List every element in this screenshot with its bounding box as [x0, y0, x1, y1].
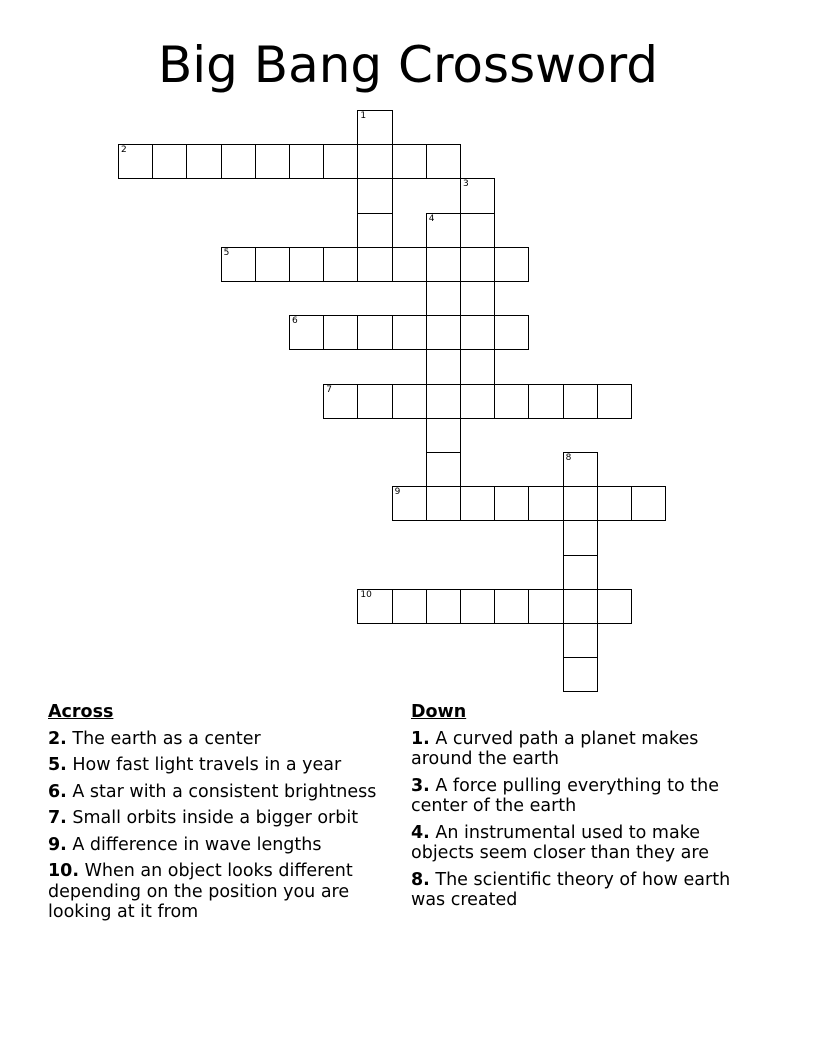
grid-cell[interactable] [597, 384, 632, 419]
grid-cell[interactable] [426, 384, 461, 419]
across-heading: Across [48, 702, 114, 722]
clue-text: A difference in wave lengths [66, 834, 322, 855]
grid-cell[interactable] [357, 315, 392, 350]
grid-cell[interactable] [289, 247, 324, 282]
clue-number-label: 10 [360, 589, 372, 600]
grid-cell[interactable] [426, 144, 461, 179]
grid-cell[interactable] [460, 315, 495, 350]
grid-cell[interactable] [563, 520, 598, 555]
grid-cell[interactable] [563, 623, 598, 658]
grid-cell[interactable] [563, 657, 598, 692]
grid-cell[interactable] [255, 247, 290, 282]
clue-number: 3. [411, 775, 430, 796]
page-title: Big Bang Crossword [157, 36, 659, 94]
grid-cell[interactable] [460, 589, 495, 624]
down-clue [411, 823, 756, 864]
clue-text: The scientific theory of how earth was created [411, 869, 731, 910]
grid-cell[interactable] [597, 589, 632, 624]
across-clue [48, 755, 393, 776]
down-clue [411, 729, 756, 770]
grid-cell[interactable] [221, 247, 256, 282]
grid-cell[interactable] [323, 315, 358, 350]
grid-cell[interactable] [426, 315, 461, 350]
grid-cell[interactable] [460, 486, 495, 521]
grid-cell[interactable] [392, 486, 427, 521]
grid-cell[interactable] [426, 486, 461, 521]
across-clues [48, 702, 393, 929]
grid-cell[interactable] [357, 247, 392, 282]
clue-text: Small orbits inside a bigger orbit [66, 808, 359, 828]
down-clues [411, 702, 756, 917]
grid-cell[interactable] [460, 349, 495, 384]
grid-cell[interactable] [323, 144, 358, 179]
grid-cell[interactable] [460, 384, 495, 419]
grid-cell[interactable] [289, 315, 324, 350]
clue-text: A curved path a planet makes around the earth [411, 728, 699, 769]
clue-number-label: 3 [463, 179, 469, 190]
clue-number-label: 2 [121, 145, 127, 156]
clue-number-label: 1 [360, 111, 367, 121]
across-clue [48, 729, 393, 750]
grid-cell[interactable] [494, 384, 529, 419]
clue-number-label: 9 [394, 487, 401, 498]
across-clue [48, 835, 393, 856]
grid-cell[interactable] [426, 213, 461, 248]
grid-cell[interactable] [323, 384, 358, 419]
grid-cell[interactable] [255, 144, 290, 179]
clue-number-label: 5 [223, 247, 230, 258]
grid-cell[interactable] [460, 178, 495, 213]
grid-cell[interactable] [357, 213, 392, 248]
down-clue [411, 776, 756, 817]
grid-cell[interactable] [392, 589, 427, 624]
grid-cell[interactable] [563, 486, 598, 521]
grid-cell[interactable] [494, 589, 529, 624]
grid-cell[interactable] [494, 315, 529, 350]
across-clue [48, 808, 393, 829]
grid-cell[interactable] [460, 213, 495, 248]
clue-number: 5. [48, 755, 67, 775]
grid-cell[interactable] [528, 384, 563, 419]
grid-cell[interactable] [323, 247, 358, 282]
across-clue [48, 861, 393, 923]
grid-cell[interactable] [563, 452, 598, 487]
grid-cell[interactable] [357, 178, 392, 213]
clue-number: 2. [48, 728, 67, 749]
grid-cell[interactable] [186, 144, 221, 179]
grid-cell[interactable] [528, 486, 563, 521]
grid-cell[interactable] [426, 452, 461, 487]
clue-text: The earth as a center [66, 728, 261, 749]
grid-cell[interactable] [494, 486, 529, 521]
across-clue [48, 782, 393, 803]
grid-cell[interactable] [460, 247, 495, 282]
grid-cell[interactable] [357, 110, 392, 145]
clue-number: 8. [411, 869, 430, 890]
grid-cell[interactable] [563, 589, 598, 624]
clue-text: A star with a consistent brightness [66, 781, 377, 802]
grid-cell[interactable] [528, 589, 563, 624]
grid-cell[interactable] [494, 247, 529, 282]
grid-cell[interactable] [357, 589, 392, 624]
grid-cell[interactable] [460, 281, 495, 316]
grid-cell[interactable] [392, 384, 427, 419]
down-clue [411, 870, 756, 911]
grid-cell[interactable] [563, 384, 598, 419]
grid-cell[interactable] [426, 247, 461, 282]
clue-number: 1. [411, 728, 430, 749]
down-heading: Down [411, 702, 467, 722]
grid-cell[interactable] [563, 555, 598, 590]
grid-cell[interactable] [631, 486, 666, 521]
grid-cell[interactable] [221, 144, 256, 179]
grid-cell[interactable] [392, 315, 427, 350]
grid-cell[interactable] [392, 247, 427, 282]
grid-cell[interactable] [118, 144, 153, 179]
grid-cell[interactable] [152, 144, 187, 179]
clue-number-label: 4 [428, 213, 435, 224]
grid-cell[interactable] [426, 281, 461, 316]
clue-text: When an object looks different depending on the position you are looking at it from [48, 861, 353, 922]
clue-text: A force pulling everything to the center of the earth [411, 775, 719, 816]
grid-cell[interactable] [426, 418, 461, 453]
grid-cell[interactable] [357, 384, 392, 419]
grid-cell[interactable] [426, 349, 461, 384]
clue-number: 7. [48, 808, 67, 828]
clue-number-label: 8 [565, 453, 572, 463]
clue-number: 10. [48, 861, 80, 881]
clue-number: 6. [48, 781, 67, 802]
clue-number-label: 6 [292, 316, 298, 327]
grid-cell[interactable] [392, 144, 427, 179]
clue-number: 4. [411, 822, 430, 843]
grid-cell[interactable] [426, 589, 461, 624]
grid-cell[interactable] [597, 486, 632, 521]
clue-text: How fast light travels in a year [66, 755, 342, 775]
clue-text: An instrumental used to make objects seem closer than they are [411, 822, 709, 863]
grid-cell[interactable] [289, 144, 324, 179]
clue-number: 9. [48, 834, 67, 855]
clue-number-label: 7 [326, 384, 332, 395]
grid-cell[interactable] [357, 144, 392, 179]
